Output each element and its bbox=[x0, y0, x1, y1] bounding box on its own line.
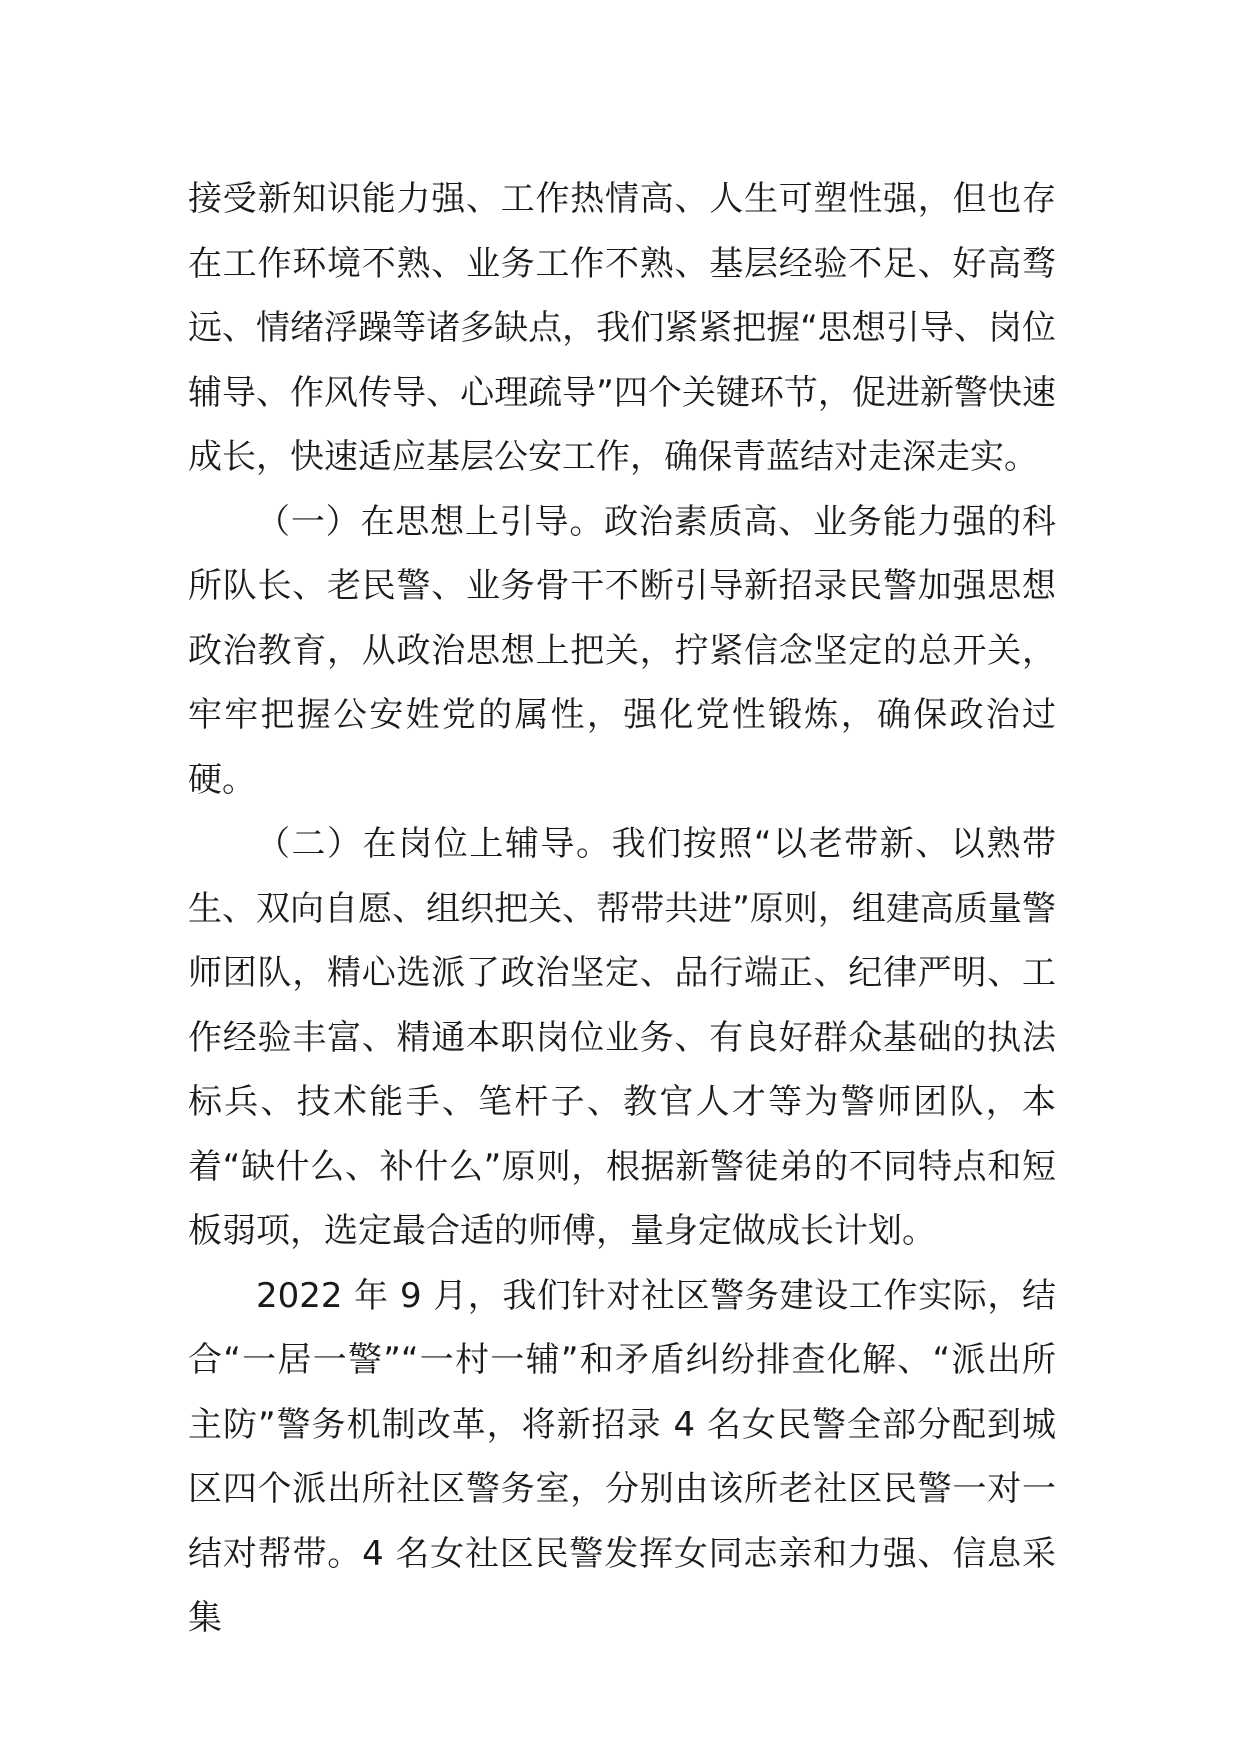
document-body bbox=[188, 167, 1056, 1651]
paragraph-section-1: （一）在思想上引导。政治素质高、业务能力强的科所队长、老民警、业务骨干不断引导新招录民警加强思想政治教育，从政治思想上把关，拧紧信念坚定的总开关，牢牢把握公安姓党的属性，强化党性锻炼，确保政治过硬。 bbox=[188, 501, 1056, 800]
paragraph-section-2: （二）在岗位上辅导。我们按照“以老带新、以熟带生、双向自愿、组织把关、帮带共进”原则，组建高质量警师团队，精心选派了政治坚定、品行端正、纪律严明、工作经验丰富、精通本职岗位业务、有良好群众基础的执法标兵、技术能手、笔杆子、教官人才等为警师团队，本着“缺什么、补什么”原则，根据新警徒弟的不同特点和短板弱项，选定最合适的师傅，量身定做成长计划。 bbox=[188, 824, 1056, 1251]
paragraph-intro: 接受新知识能力强、工作热情高、人生可塑性强，但也存在工作环境不熟、业务工作不熟、基层经验不足、好高骛远、情绪浮躁等诸多缺点，我们紧紧把握“思想引导、岗位辅导、作风传导、心理疏导”四个关键环节，促进新警快速成长，快速适应基层公安工作，确保青蓝结对走深走实。 bbox=[188, 179, 1056, 477]
paragraph-example: 2022 年 9 月，我们针对社区警务建设工作实际，结合“一居一警”“一村一辅”和矛盾纠纷排查化解、“派出所主防”警务机制改革，将新招录 4 名女民警全部分配到城区四个派出所社区警务室，分别由该所老社区民警一对一结对帮带。4 名女社区民警发挥女同志亲和力强、信息采集 bbox=[188, 1275, 1056, 1638]
